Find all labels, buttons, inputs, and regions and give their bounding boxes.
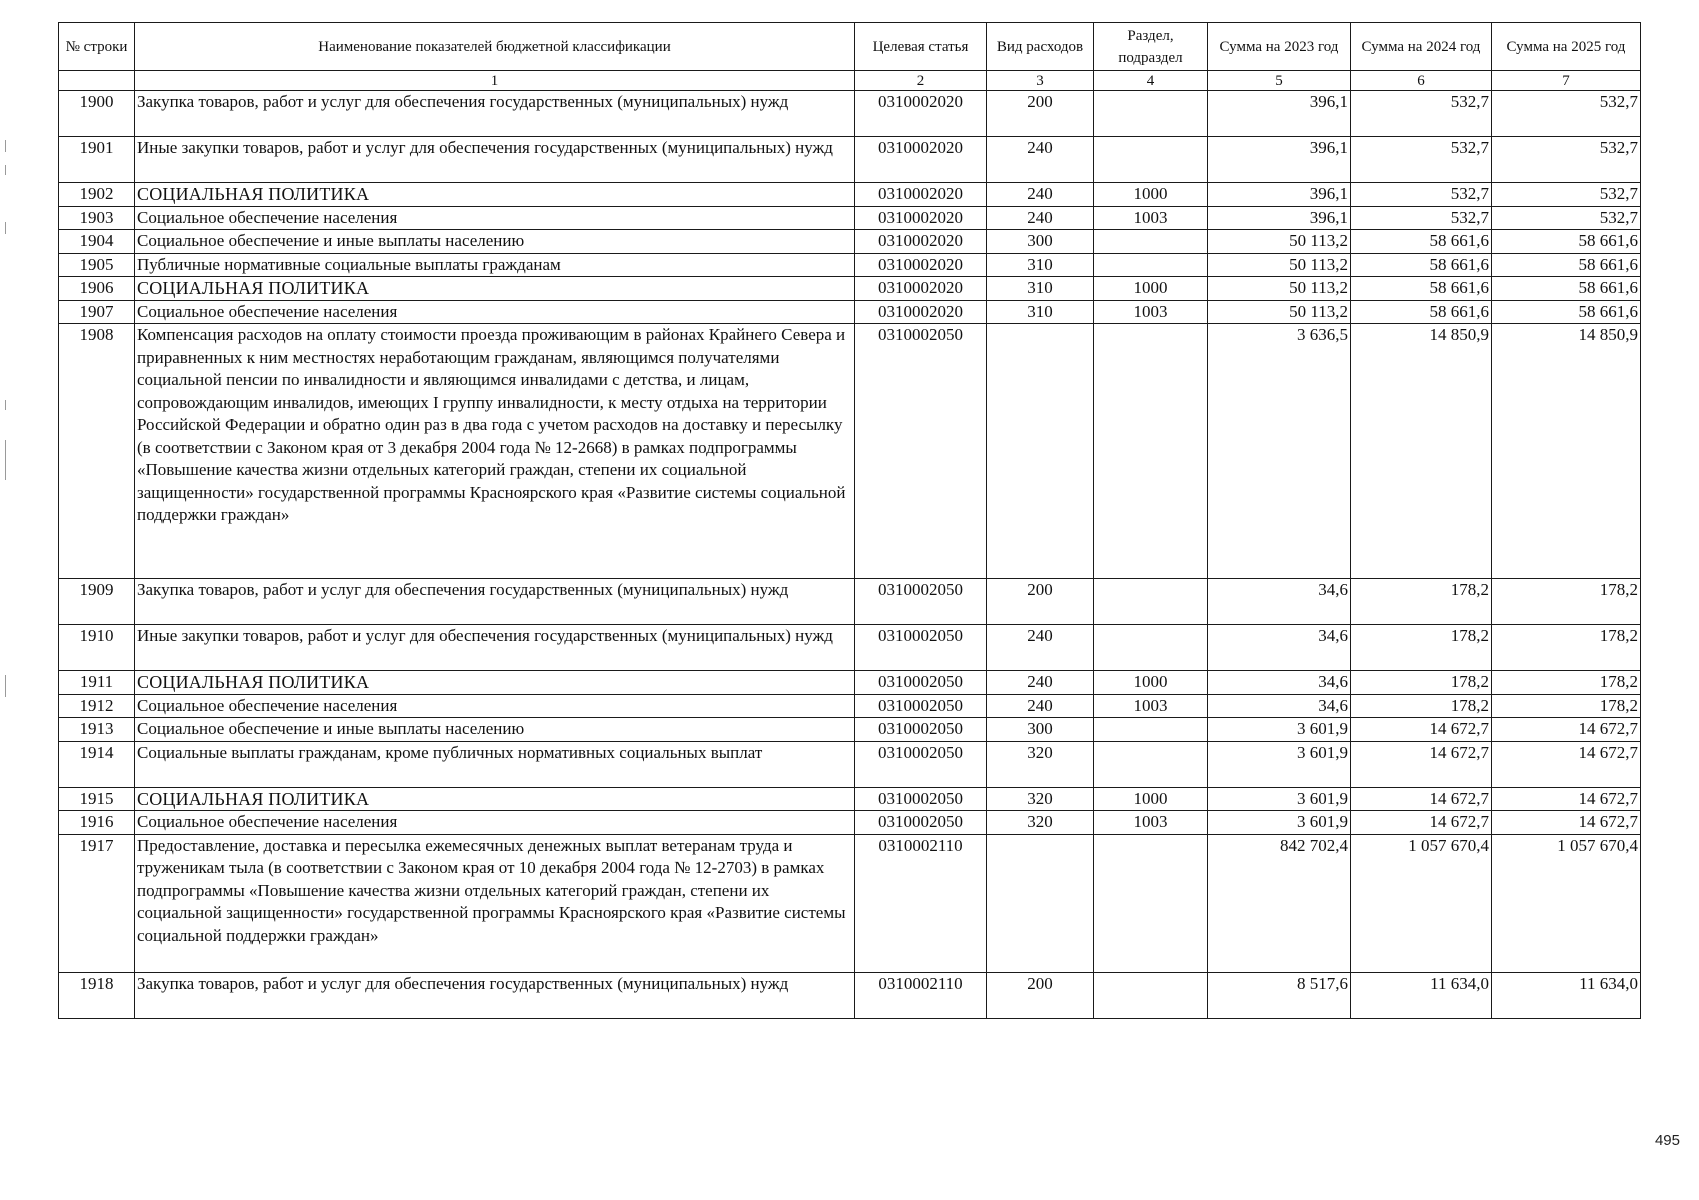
header-expense-type: Вид расходов	[987, 23, 1094, 71]
sum-2025-cell: 58 661,6	[1492, 300, 1641, 324]
sum-2025-cell: 1 057 670,4	[1492, 834, 1641, 972]
sum-2024-cell: 11 634,0	[1351, 972, 1492, 1018]
table-body	[59, 91, 1641, 1019]
expense-type-cell: 310	[987, 300, 1094, 324]
sum-2025-cell: 14 850,9	[1492, 324, 1641, 579]
column-number: 7	[1492, 71, 1641, 91]
budget-sheet	[58, 22, 1641, 1019]
target-article-cell: 0310002050	[855, 579, 987, 625]
table-row	[59, 206, 1641, 230]
sum-2024-cell: 532,7	[1351, 183, 1492, 207]
indicator-name-cell: Предоставление, доставка и пересылка ежемесячных денежных выплат ветеранам труда и труженикам тыла (в соответствии с Законом края от 10 декабря 2004 года № 12-2703) в рамках подпрограммы «Повышение качества жизни отдельных категорий граждан, степени их социальной защищенности» государственной программы Красноярского края «Развитие системы социальной поддержки граждан»	[135, 834, 855, 972]
table-row	[59, 787, 1641, 811]
header-row	[59, 23, 1641, 71]
page-number: 495	[1654, 1132, 1680, 1149]
header-sum-2023: Сумма на 2023 год	[1208, 23, 1351, 71]
sum-2025-cell: 58 661,6	[1492, 230, 1641, 254]
sum-2024-cell: 58 661,6	[1351, 277, 1492, 301]
header-sum-2024: Сумма на 2024 год	[1351, 23, 1492, 71]
sum-2025-cell: 532,7	[1492, 183, 1641, 207]
column-number: 1	[135, 71, 855, 91]
expense-type-cell: 320	[987, 787, 1094, 811]
sum-2023-cell: 842 702,4	[1208, 834, 1351, 972]
expense-type-cell: 320	[987, 811, 1094, 835]
indicator-name-cell: Социальное обеспечение населения	[135, 811, 855, 835]
sum-2023-cell: 34,6	[1208, 625, 1351, 671]
section-cell: 1000	[1094, 787, 1208, 811]
sum-2023-cell: 396,1	[1208, 183, 1351, 207]
indicator-name-cell: СОЦИАЛЬНАЯ ПОЛИТИКА	[135, 277, 855, 301]
row-number-cell: 1907	[59, 300, 135, 324]
section-cell: 1003	[1094, 300, 1208, 324]
target-article-cell: 0310002020	[855, 137, 987, 183]
sum-2025-cell: 178,2	[1492, 671, 1641, 695]
column-number: 4	[1094, 71, 1208, 91]
indicator-name-cell: Социальное обеспечение населения	[135, 300, 855, 324]
row-number-cell: 1909	[59, 579, 135, 625]
table-row	[59, 834, 1641, 972]
target-article-cell: 0310002110	[855, 972, 987, 1018]
sum-2024-cell: 14 672,7	[1351, 741, 1492, 787]
indicator-name-cell: Социальное обеспечение населения	[135, 694, 855, 718]
expense-type-cell: 200	[987, 91, 1094, 137]
sum-2023-cell: 3 601,9	[1208, 787, 1351, 811]
target-article-cell: 0310002020	[855, 183, 987, 207]
section-cell: 1000	[1094, 183, 1208, 207]
sum-2023-cell: 8 517,6	[1208, 972, 1351, 1018]
table-row	[59, 253, 1641, 277]
table-row	[59, 91, 1641, 137]
section-cell	[1094, 324, 1208, 579]
indicator-name-cell: СОЦИАЛЬНАЯ ПОЛИТИКА	[135, 787, 855, 811]
indicator-name-cell: Социальное обеспечение и иные выплаты населению	[135, 718, 855, 742]
section-cell	[1094, 972, 1208, 1018]
row-number-cell: 1916	[59, 811, 135, 835]
row-number-cell: 1917	[59, 834, 135, 972]
table-row	[59, 718, 1641, 742]
target-article-cell: 0310002050	[855, 787, 987, 811]
section-cell	[1094, 579, 1208, 625]
table-row	[59, 183, 1641, 207]
sum-2024-cell: 14 672,7	[1351, 811, 1492, 835]
row-number-cell: 1912	[59, 694, 135, 718]
section-cell	[1094, 834, 1208, 972]
sum-2024-cell: 178,2	[1351, 694, 1492, 718]
indicator-name-cell: Компенсация расходов на оплату стоимости проезда проживающим в районах Крайнего Севера и приравненных к ним местностях неработающим гражданам, являющимся получателями социальной пенсии по инвалидности и являющимся инвалидами с детства, и лицам, сопровождающим инвалидов, имеющих I группу инвалидности, к месту отдыха на территории Российской Федерации и обратно один раз в два года с учетом расходов на доставку и пересылку (в соответствии с Законом края от 3 декабря 2004 года № 12-2668) в рамках подпрограммы «Повышение качества жизни отдельных категорий граждан, степени их социальной защищенности» государственной программы Красноярского края «Развитие системы социальной поддержки граждан»	[135, 324, 855, 579]
expense-type-cell: 200	[987, 972, 1094, 1018]
sum-2024-cell: 178,2	[1351, 625, 1492, 671]
expense-type-cell: 300	[987, 230, 1094, 254]
expense-type-cell: 240	[987, 183, 1094, 207]
section-cell	[1094, 137, 1208, 183]
sum-2023-cell: 3 601,9	[1208, 811, 1351, 835]
column-number: 6	[1351, 71, 1492, 91]
column-number	[59, 71, 135, 91]
target-article-cell: 0310002020	[855, 277, 987, 301]
target-article-cell: 0310002020	[855, 300, 987, 324]
target-article-cell: 0310002050	[855, 741, 987, 787]
indicator-name-cell: Иные закупки товаров, работ и услуг для обеспечения государственных (муниципальных) нужд	[135, 137, 855, 183]
row-number-cell: 1913	[59, 718, 135, 742]
row-number-cell: 1901	[59, 137, 135, 183]
header-row-number: № строки	[59, 23, 135, 71]
sum-2025-cell: 532,7	[1492, 206, 1641, 230]
sum-2024-cell: 58 661,6	[1351, 300, 1492, 324]
sum-2023-cell: 3 636,5	[1208, 324, 1351, 579]
expense-type-cell: 300	[987, 718, 1094, 742]
expense-type-cell: 320	[987, 741, 1094, 787]
table-row	[59, 137, 1641, 183]
expense-type-cell: 240	[987, 694, 1094, 718]
row-number-cell: 1902	[59, 183, 135, 207]
indicator-name-cell: Закупка товаров, работ и услуг для обеспечения государственных (муниципальных) нужд	[135, 972, 855, 1018]
sum-2024-cell: 532,7	[1351, 137, 1492, 183]
column-number: 3	[987, 71, 1094, 91]
expense-type-cell: 240	[987, 206, 1094, 230]
section-cell	[1094, 253, 1208, 277]
section-cell	[1094, 741, 1208, 787]
sum-2025-cell: 14 672,7	[1492, 811, 1641, 835]
scan-mark	[5, 140, 6, 152]
sum-2025-cell: 178,2	[1492, 579, 1641, 625]
expense-type-cell: 310	[987, 253, 1094, 277]
sum-2023-cell: 3 601,9	[1208, 741, 1351, 787]
sum-2023-cell: 34,6	[1208, 671, 1351, 695]
sum-2025-cell: 532,7	[1492, 137, 1641, 183]
sum-2023-cell: 50 113,2	[1208, 253, 1351, 277]
section-cell	[1094, 718, 1208, 742]
sum-2023-cell: 50 113,2	[1208, 230, 1351, 254]
indicator-name-cell: Иные закупки товаров, работ и услуг для обеспечения государственных (муниципальных) нужд	[135, 625, 855, 671]
table-row	[59, 277, 1641, 301]
indicator-name-cell: Публичные нормативные социальные выплаты гражданам	[135, 253, 855, 277]
table-row	[59, 579, 1641, 625]
indicator-name-cell: СОЦИАЛЬНАЯ ПОЛИТИКА	[135, 671, 855, 695]
sum-2025-cell: 178,2	[1492, 625, 1641, 671]
expense-type-cell: 240	[987, 625, 1094, 671]
table-row	[59, 300, 1641, 324]
row-number-cell: 1918	[59, 972, 135, 1018]
expense-type-cell: 310	[987, 277, 1094, 301]
table-row	[59, 741, 1641, 787]
table-row	[59, 625, 1641, 671]
sum-2024-cell: 14 850,9	[1351, 324, 1492, 579]
sum-2024-cell: 178,2	[1351, 671, 1492, 695]
table-row	[59, 671, 1641, 695]
sum-2024-cell: 532,7	[1351, 206, 1492, 230]
sum-2023-cell: 396,1	[1208, 206, 1351, 230]
sum-2023-cell: 50 113,2	[1208, 300, 1351, 324]
sum-2025-cell: 58 661,6	[1492, 277, 1641, 301]
expense-type-cell	[987, 834, 1094, 972]
section-cell	[1094, 91, 1208, 137]
sum-2025-cell: 532,7	[1492, 91, 1641, 137]
expense-type-cell	[987, 324, 1094, 579]
expense-type-cell: 200	[987, 579, 1094, 625]
sum-2023-cell: 34,6	[1208, 694, 1351, 718]
target-article-cell: 0310002050	[855, 718, 987, 742]
column-number-row	[59, 71, 1641, 91]
target-article-cell: 0310002050	[855, 811, 987, 835]
header-section: Раздел, подраздел	[1094, 23, 1208, 71]
row-number-cell: 1905	[59, 253, 135, 277]
sum-2025-cell: 178,2	[1492, 694, 1641, 718]
target-article-cell: 0310002020	[855, 230, 987, 254]
column-number: 2	[855, 71, 987, 91]
indicator-name-cell: Закупка товаров, работ и услуг для обеспечения государственных (муниципальных) нужд	[135, 91, 855, 137]
sum-2024-cell: 58 661,6	[1351, 230, 1492, 254]
section-cell: 1003	[1094, 694, 1208, 718]
sum-2023-cell: 3 601,9	[1208, 718, 1351, 742]
header-sum-2025: Сумма на 2025 год	[1492, 23, 1641, 71]
sum-2025-cell: 14 672,7	[1492, 718, 1641, 742]
table-row	[59, 811, 1641, 835]
section-cell: 1003	[1094, 206, 1208, 230]
table-row	[59, 324, 1641, 579]
sum-2025-cell: 58 661,6	[1492, 253, 1641, 277]
scan-mark	[5, 400, 6, 410]
row-number-cell: 1915	[59, 787, 135, 811]
indicator-name-cell: Социальные выплаты гражданам, кроме публичных нормативных социальных выплат	[135, 741, 855, 787]
target-article-cell: 0310002050	[855, 625, 987, 671]
header-target-article: Целевая статья	[855, 23, 987, 71]
target-article-cell: 0310002050	[855, 324, 987, 579]
section-cell	[1094, 625, 1208, 671]
sum-2023-cell: 396,1	[1208, 91, 1351, 137]
section-cell: 1003	[1094, 811, 1208, 835]
sum-2024-cell: 178,2	[1351, 579, 1492, 625]
table-row	[59, 972, 1641, 1018]
sum-2024-cell: 58 661,6	[1351, 253, 1492, 277]
sum-2023-cell: 396,1	[1208, 137, 1351, 183]
row-number-cell: 1908	[59, 324, 135, 579]
target-article-cell: 0310002020	[855, 253, 987, 277]
target-article-cell: 0310002020	[855, 206, 987, 230]
row-number-cell: 1903	[59, 206, 135, 230]
sum-2024-cell: 1 057 670,4	[1351, 834, 1492, 972]
budget-table	[58, 22, 1641, 1019]
header-indicator-name: Наименование показателей бюджетной классификации	[135, 23, 855, 71]
scan-mark	[5, 165, 6, 175]
indicator-name-cell: Социальное обеспечение и иные выплаты населению	[135, 230, 855, 254]
sum-2024-cell: 14 672,7	[1351, 718, 1492, 742]
indicator-name-cell: СОЦИАЛЬНАЯ ПОЛИТИКА	[135, 183, 855, 207]
column-number: 5	[1208, 71, 1351, 91]
sum-2025-cell: 14 672,7	[1492, 787, 1641, 811]
scan-mark	[5, 675, 6, 697]
row-number-cell: 1904	[59, 230, 135, 254]
row-number-cell: 1906	[59, 277, 135, 301]
sum-2023-cell: 50 113,2	[1208, 277, 1351, 301]
row-number-cell: 1910	[59, 625, 135, 671]
row-number-cell: 1911	[59, 671, 135, 695]
expense-type-cell: 240	[987, 137, 1094, 183]
sum-2024-cell: 14 672,7	[1351, 787, 1492, 811]
section-cell	[1094, 230, 1208, 254]
table-row	[59, 694, 1641, 718]
target-article-cell: 0310002020	[855, 91, 987, 137]
target-article-cell: 0310002050	[855, 694, 987, 718]
indicator-name-cell: Закупка товаров, работ и услуг для обеспечения государственных (муниципальных) нужд	[135, 579, 855, 625]
indicator-name-cell: Социальное обеспечение населения	[135, 206, 855, 230]
row-number-cell: 1900	[59, 91, 135, 137]
target-article-cell: 0310002110	[855, 834, 987, 972]
section-cell: 1000	[1094, 277, 1208, 301]
sum-2025-cell: 11 634,0	[1492, 972, 1641, 1018]
expense-type-cell: 240	[987, 671, 1094, 695]
row-number-cell: 1914	[59, 741, 135, 787]
sum-2024-cell: 532,7	[1351, 91, 1492, 137]
table-row	[59, 230, 1641, 254]
sum-2025-cell: 14 672,7	[1492, 741, 1641, 787]
section-cell: 1000	[1094, 671, 1208, 695]
sum-2023-cell: 34,6	[1208, 579, 1351, 625]
scan-mark	[5, 440, 6, 480]
target-article-cell: 0310002050	[855, 671, 987, 695]
scan-mark	[5, 222, 6, 234]
